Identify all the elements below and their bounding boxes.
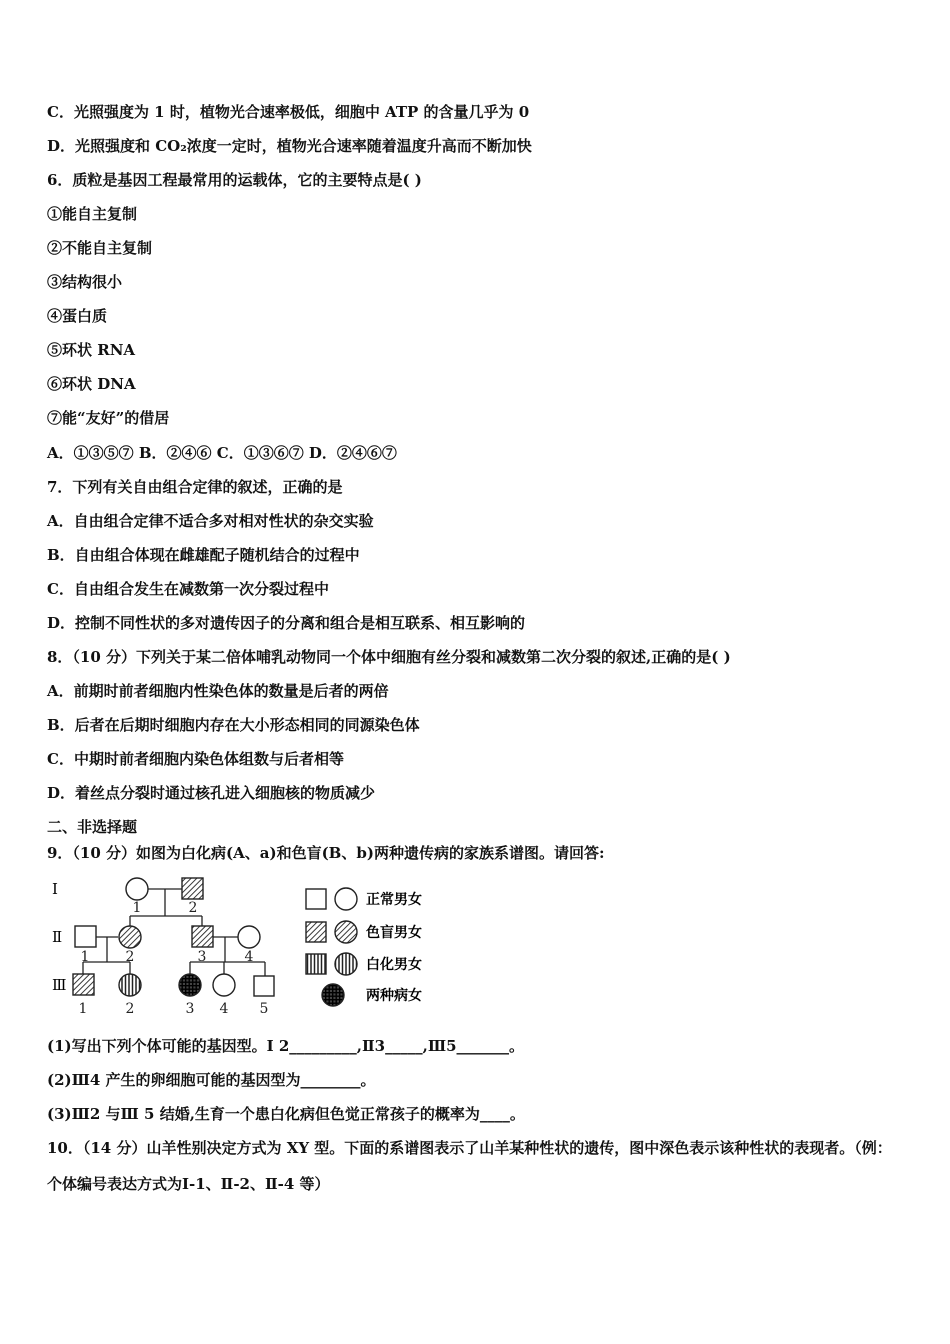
- generation-label-3: Ⅲ: [52, 976, 67, 994]
- pedigree-lines: [80, 889, 265, 976]
- legend-normal-male: [306, 889, 326, 909]
- pedigree-III3-female-both: [179, 974, 201, 996]
- legend-label-colorblind: 色盲男女: [366, 925, 422, 941]
- q6-item-7: ⑦能“友好”的借居: [47, 409, 170, 427]
- legend-colorblind-female: [335, 921, 357, 943]
- pedigree-number: 4: [219, 1001, 229, 1017]
- option-a-q8: A．前期时前者细胞内性染色体的数量是后者的两倍: [47, 682, 389, 700]
- pedigree-number: 1: [80, 949, 90, 965]
- q9-sub-3: (3)Ⅲ2 与Ⅲ 5 结婚,生育一个患白化病但色觉正常孩子的概率为____。: [47, 1105, 525, 1123]
- question-8: 8．（10 分）下列关于某二倍体哺乳动物同一个体中细胞有丝分裂和减数第二次分裂的叙述,正确的是( ): [47, 648, 731, 666]
- pedigree-III2-female-albino: [119, 974, 141, 996]
- option-b-q7: B．自由组合体现在雌雄配子随机结合的过程中: [47, 546, 360, 564]
- pedigree-number: 2: [188, 900, 198, 916]
- pedigree-III5-male-normal: [254, 976, 274, 996]
- option-d-q7: D．控制不同性状的多对遗传因子的分离和组合是相互联系、相互影响的: [47, 614, 526, 632]
- option-c-q8: C．中期时前者细胞内染色体组数与后者相等: [47, 750, 344, 768]
- question-9: 9．（10 分）如图为白化病(A、a)和色盲(B、b)两种遗传病的家族系谱图。请回答:: [47, 844, 605, 862]
- option-c-q5: C．光照强度为 1 时，植物光合速率极低，细胞中 ATP 的含量几乎为 0: [47, 103, 530, 121]
- q6-item-5: ⑤环状 RNA: [47, 341, 136, 359]
- pedigree-II1-male-normal: [75, 926, 96, 947]
- q6-item-3: ③结构很小: [47, 273, 123, 291]
- q6-item-4: ④蛋白质: [47, 307, 108, 325]
- pedigree-number: 5: [259, 1001, 269, 1017]
- generation-label-2: Ⅱ: [52, 928, 63, 946]
- generation-label-1: Ⅰ: [52, 880, 58, 898]
- q9-sub-1: (1)写出下列个体可能的基因型。Ⅰ 2_________,Ⅱ3_____,Ⅲ5_______。: [47, 1037, 525, 1055]
- option-a-q7: A．自由组合定律不适合多对相对性状的杂交实验: [47, 512, 374, 530]
- legend-colorblind-male: [306, 922, 326, 942]
- pedigree-I2-male-colorblind: [182, 878, 203, 899]
- pedigree-III4-female-normal: [213, 974, 235, 996]
- legend-albino-male: [306, 954, 326, 974]
- question-10: 10．（14 分）山羊性别决定方式为 XY 型。下面的系谱图表示了山羊某种性状的遗传，图中深色表示该种性状的表现者。（例：个体编号表达方式为Ⅰ-1、Ⅱ-2、Ⅱ-4 等）: [47, 1139, 892, 1193]
- section-heading: 二、非选择题: [47, 818, 138, 836]
- pedigree-number: 2: [125, 949, 135, 965]
- pedigree-II2-female-colorblind: [119, 926, 141, 948]
- legend-label-normal: 正常男女: [366, 892, 422, 908]
- q9-sub-2: (2)Ⅲ4 产生的卵细胞可能的基因型为________。: [47, 1071, 376, 1089]
- pedigree-number: 3: [197, 949, 207, 965]
- legend-both-female: [322, 984, 344, 1006]
- q6-item-6: ⑥环状 DNA: [47, 375, 136, 393]
- option-d-q8: D．着丝点分裂时通过核孔进入细胞核的物质减少: [47, 784, 376, 802]
- option-c-q7: C．自由组合发生在减数第一次分裂过程中: [47, 580, 329, 598]
- legend-normal-female: [335, 888, 357, 910]
- question-7: 7．下列有关自由组合定律的叙述，正确的是: [47, 478, 343, 496]
- pedigree-number: 4: [244, 949, 254, 965]
- pedigree-chart: [44, 872, 444, 1020]
- pedigree-I1-female-normal: [126, 878, 148, 900]
- pedigree-II3-male-colorblind: [192, 926, 213, 947]
- pedigree-number: 1: [78, 1001, 88, 1017]
- pedigree-number: 3: [185, 1001, 195, 1017]
- option-d-q5: D．光照强度和 CO₂浓度一定时，植物光合速率随着温度升高而不断加快: [47, 137, 532, 155]
- option-b-q8: B．后者在后期时细胞内存在大小形态相同的同源染色体: [47, 716, 420, 734]
- pedigree-number: 1: [132, 900, 142, 916]
- q6-options: A．①③⑤⑦ B．②④⑥ C．①③⑥⑦ D．②④⑥⑦: [47, 444, 397, 462]
- q6-item-2: ②不能自主复制: [47, 239, 153, 257]
- pedigree-III1-male-colorblind: [73, 974, 94, 995]
- q6-item-1: ①能自主复制: [47, 205, 138, 223]
- legend-label-albino: 白化男女: [366, 957, 422, 973]
- pedigree-II4-female-normal: [238, 926, 260, 948]
- pedigree-number: 2: [125, 1001, 135, 1017]
- question-6: 6．质粒是基因工程最常用的运载体，它的主要特点是( ): [47, 171, 422, 189]
- legend-label-both: 两种病女: [366, 988, 422, 1004]
- legend-albino-female: [335, 953, 357, 975]
